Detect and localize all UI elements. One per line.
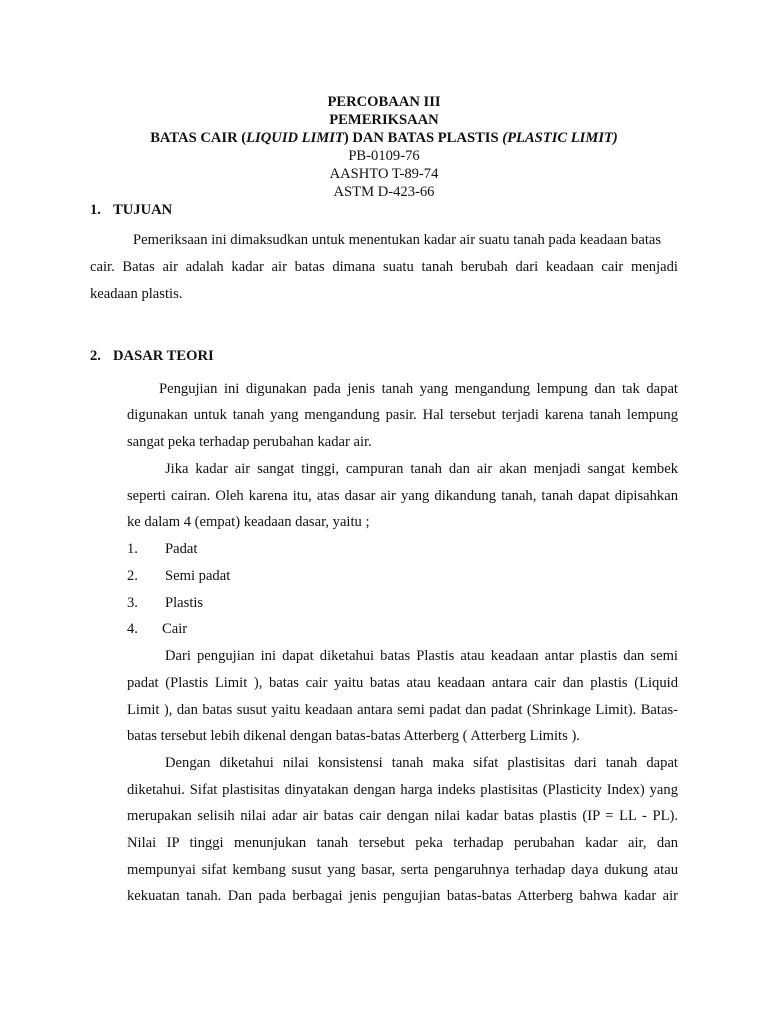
list-number-1: 1. — [127, 541, 138, 557]
para-4-line-2: diketahui. Sifat plastisitas dinyatakan dengan harga indeks plastisitas (Plasticity Index) yang — [127, 782, 678, 798]
list-item-3: Plastis — [165, 595, 204, 611]
para-1-line-2: digunakan untuk tanah yang mengandung pasir. Hal tersebut terjadi karena tanah lempung — [127, 407, 678, 423]
heading-part-4: (PLASTIC LIMIT) — [502, 130, 618, 146]
standard-aashto: AASHTO T-89-74 — [329, 166, 439, 182]
list-number-3: 3. — [127, 595, 138, 611]
section-2-number: 2. — [90, 348, 101, 364]
para-2-line-3: ke dalam 4 (empat) keadaan dasar, yaitu ; — [127, 514, 370, 530]
para-4-line-6: kekuatan tanah. Dan pada berbagai jenis pengujian batas-batas Atterberg bahwa kadar air — [127, 888, 678, 904]
standard-astm: ASTM D-423-66 — [333, 184, 435, 200]
para-3-line-4: batas tersebut lebih dikenal dengan batas-batas Atterberg ( Atterberg Limits ). — [127, 728, 580, 744]
list-item-2: Semi padat — [165, 568, 231, 584]
heading-part-3: ) DAN BATAS PLASTIS — [343, 130, 503, 146]
para-4-line-1: Dengan diketahui nilai konsistensi tanah maka sifat plastisitas dari tanah dapat — [165, 755, 678, 771]
section-1-line-1: Pemeriksaan ini dimaksudkan untuk menentukan kadar air suatu tanah pada keadaan batas — [133, 232, 662, 248]
heading-part-1: BATAS CAIR ( — [150, 130, 247, 146]
para-2-line-2: seperti cairan. Oleh karena itu, atas dasar air yang dikandung tanah, tanah dapat dipisahkan — [127, 488, 678, 504]
list-number-2: 2. — [127, 568, 138, 584]
para-4-line-4: Nilai IP tinggi menunjukan tanah tersebut peka terhadap perubahan kadar air, dan — [127, 835, 678, 851]
para-3-line-1: Dari pengujian ini dapat diketahui batas Plastis atau keadaan antar plastis dan semi — [165, 648, 678, 664]
experiment-title: PERCOBAAN III — [327, 94, 441, 110]
section-1-line-3: keadaan plastis. — [90, 286, 183, 302]
list-item-4: Cair — [162, 621, 188, 637]
section-1-title: TUJUAN — [113, 202, 173, 218]
para-2-line-1: Jika kadar air sangat tinggi, campuran tanah dan air akan menjadi sangat kembek — [165, 461, 678, 477]
para-4-line-5: mempunyai sifat kembang susut yang basar, serta pengaruhnya terhadap daya dukung atau — [127, 862, 678, 878]
section-1-line-2: cair. Batas air adalah kadar air batas dimana suatu tanah berubah dari keadaan cair menjadi — [90, 259, 678, 275]
para-1-line-1: Pengujian ini digunakan pada jenis tanah yang mengandung lempung dan tak dapat — [159, 381, 678, 397]
experiment-heading — [0, 129, 768, 147]
section-1-number: 1. — [90, 202, 101, 218]
para-1-line-3: sangat peka terhadap perubahan kadar air. — [127, 434, 372, 450]
para-3-line-2: padat (Plastis Limit ), batas cair yaitu batas atau keadaan antara cair dan plastis (Liquid — [127, 675, 678, 691]
section-2-title: DASAR TEORI — [113, 348, 214, 364]
standard-pb: PB-0109-76 — [348, 148, 420, 164]
list-number-4: 4. — [127, 621, 138, 637]
para-4-line-3: merupakan selisih nilai adar air batas cair dengan nilai kadar batas plastis (IP = LL - PL). — [127, 808, 678, 824]
heading-part-2: LIQUID LIMIT — [246, 130, 344, 146]
experiment-subtitle: PEMERIKSAAN — [329, 112, 439, 128]
list-item-1: Padat — [165, 541, 198, 557]
para-3-line-3: Limit ), dan batas susut yaitu keadaan antara semi padat dan padat (Shrinkage Limit). Batas- — [127, 702, 678, 718]
